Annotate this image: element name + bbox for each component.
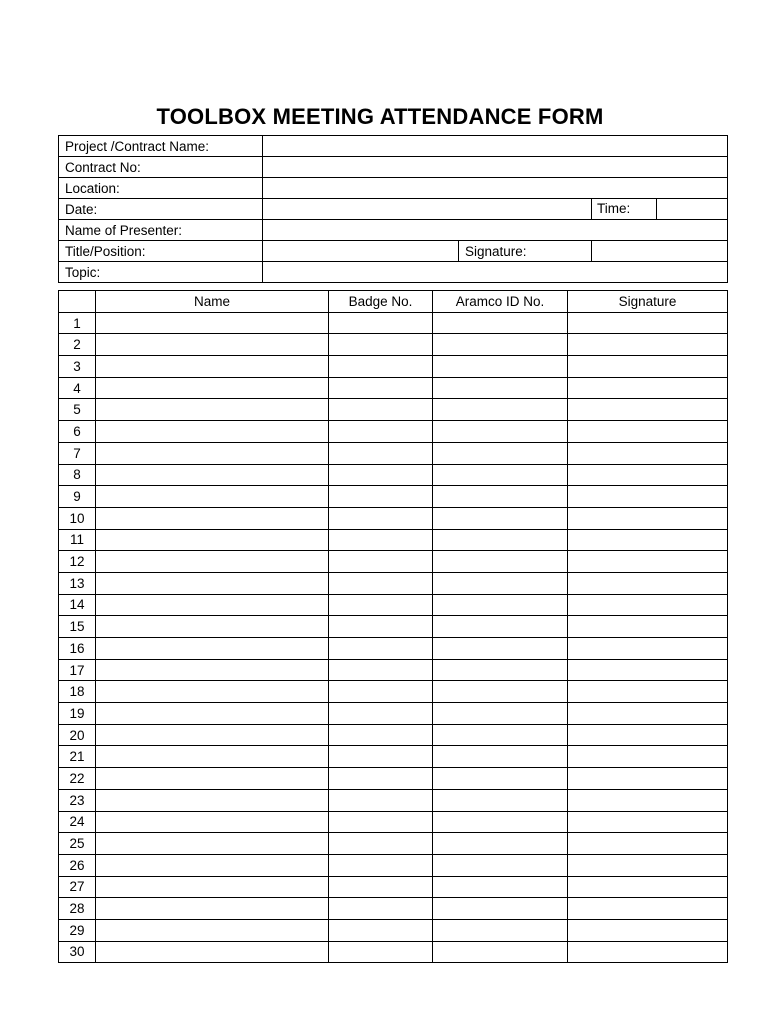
name-cell[interactable] bbox=[96, 854, 329, 876]
badge-no-cell[interactable] bbox=[329, 529, 433, 551]
signature-cell[interactable] bbox=[568, 703, 728, 725]
table-row bbox=[59, 377, 728, 399]
badge-no-cell[interactable] bbox=[329, 638, 433, 660]
signature-cell[interactable] bbox=[568, 377, 728, 399]
aramco-id-cell[interactable] bbox=[433, 334, 568, 356]
row-number: 2 bbox=[59, 334, 96, 356]
name-cell[interactable] bbox=[96, 442, 329, 464]
title-position-label: Title/Position: bbox=[59, 241, 263, 262]
name-cell[interactable] bbox=[96, 551, 329, 573]
info-row-title-position bbox=[59, 241, 728, 262]
signature-cell[interactable] bbox=[568, 898, 728, 920]
badge-no-cell[interactable] bbox=[329, 356, 433, 378]
signature-cell[interactable] bbox=[568, 616, 728, 638]
signature-cell[interactable] bbox=[568, 529, 728, 551]
presenter-label: Name of Presenter: bbox=[59, 220, 263, 241]
row-number: 28 bbox=[59, 898, 96, 920]
badge-no-cell[interactable] bbox=[329, 854, 433, 876]
name-cell[interactable] bbox=[96, 334, 329, 356]
row-number: 17 bbox=[59, 659, 96, 681]
badge-no-cell[interactable] bbox=[329, 399, 433, 421]
badge-no-cell[interactable] bbox=[329, 486, 433, 508]
name-cell[interactable] bbox=[96, 507, 329, 529]
badge-no-cell[interactable] bbox=[329, 876, 433, 898]
signature-cell[interactable] bbox=[568, 334, 728, 356]
badge-no-cell[interactable] bbox=[329, 703, 433, 725]
name-cell[interactable] bbox=[96, 464, 329, 486]
badge-no-cell[interactable] bbox=[329, 833, 433, 855]
table-row bbox=[59, 724, 728, 746]
aramco-id-cell[interactable] bbox=[433, 594, 568, 616]
table-row bbox=[59, 594, 728, 616]
badge-no-cell[interactable] bbox=[329, 464, 433, 486]
signature-cell[interactable] bbox=[568, 486, 728, 508]
name-cell[interactable] bbox=[96, 919, 329, 941]
signature-label: Signature: bbox=[459, 241, 592, 262]
name-cell[interactable] bbox=[96, 377, 329, 399]
name-cell[interactable] bbox=[96, 681, 329, 703]
aramco-id-cell[interactable] bbox=[433, 681, 568, 703]
aramco-id-cell[interactable] bbox=[433, 768, 568, 790]
name-cell[interactable] bbox=[96, 529, 329, 551]
info-row-presenter bbox=[59, 220, 728, 241]
aramco-id-cell[interactable] bbox=[433, 507, 568, 529]
row-number: 20 bbox=[59, 724, 96, 746]
row-number: 10 bbox=[59, 507, 96, 529]
table-row bbox=[59, 789, 728, 811]
signature-cell[interactable] bbox=[568, 507, 728, 529]
row-number: 4 bbox=[59, 377, 96, 399]
table-row bbox=[59, 551, 728, 573]
aramco-id-cell[interactable] bbox=[433, 529, 568, 551]
name-cell[interactable] bbox=[96, 789, 329, 811]
name-cell[interactable] bbox=[96, 768, 329, 790]
aramco-id-cell[interactable] bbox=[433, 442, 568, 464]
name-cell[interactable] bbox=[96, 876, 329, 898]
aramco-id-cell[interactable] bbox=[433, 399, 568, 421]
signature-cell[interactable] bbox=[568, 399, 728, 421]
aramco-id-cell[interactable] bbox=[433, 659, 568, 681]
attendance-header-row bbox=[59, 291, 728, 313]
row-number: 15 bbox=[59, 616, 96, 638]
row-number: 3 bbox=[59, 356, 96, 378]
row-number: 13 bbox=[59, 572, 96, 594]
date-label: Date: bbox=[59, 199, 263, 220]
signature-cell[interactable] bbox=[568, 572, 728, 594]
signature-cell[interactable] bbox=[568, 833, 728, 855]
signature-cell[interactable] bbox=[568, 941, 728, 963]
name-cell[interactable] bbox=[96, 594, 329, 616]
badge-no-cell[interactable] bbox=[329, 572, 433, 594]
row-number: 29 bbox=[59, 919, 96, 941]
badge-no-cell[interactable] bbox=[329, 659, 433, 681]
row-number: 19 bbox=[59, 703, 96, 725]
badge-no-cell[interactable] bbox=[329, 551, 433, 573]
badge-no-cell[interactable] bbox=[329, 312, 433, 334]
badge-no-cell[interactable] bbox=[329, 681, 433, 703]
signature-cell[interactable] bbox=[568, 768, 728, 790]
table-row bbox=[59, 768, 728, 790]
row-number: 18 bbox=[59, 681, 96, 703]
row-number: 25 bbox=[59, 833, 96, 855]
table-row bbox=[59, 421, 728, 443]
info-row-contract-no bbox=[59, 157, 728, 178]
table-row bbox=[59, 638, 728, 660]
table-row bbox=[59, 464, 728, 486]
aramco-id-cell[interactable] bbox=[433, 377, 568, 399]
row-number: 7 bbox=[59, 442, 96, 464]
row-number: 14 bbox=[59, 594, 96, 616]
aramco-id-cell[interactable] bbox=[433, 854, 568, 876]
name-cell[interactable] bbox=[96, 486, 329, 508]
name-cell[interactable] bbox=[96, 572, 329, 594]
row-number: 30 bbox=[59, 941, 96, 963]
name-cell[interactable] bbox=[96, 312, 329, 334]
aramco-id-cell[interactable] bbox=[433, 551, 568, 573]
name-cell[interactable] bbox=[96, 833, 329, 855]
table-row bbox=[59, 312, 728, 334]
location-label: Location: bbox=[59, 178, 263, 199]
presenter-signature-field[interactable] bbox=[592, 241, 728, 262]
signature-cell[interactable] bbox=[568, 638, 728, 660]
table-row bbox=[59, 898, 728, 920]
table-row bbox=[59, 486, 728, 508]
row-number: 11 bbox=[59, 529, 96, 551]
aramco-id-cell[interactable] bbox=[433, 312, 568, 334]
aramco-id-cell[interactable] bbox=[433, 703, 568, 725]
table-row bbox=[59, 529, 728, 551]
row-number: 9 bbox=[59, 486, 96, 508]
header-aramco-id: Aramco ID No. bbox=[433, 291, 568, 313]
name-cell[interactable] bbox=[96, 399, 329, 421]
location-field[interactable] bbox=[263, 178, 728, 199]
table-row bbox=[59, 876, 728, 898]
presenter-field[interactable] bbox=[263, 220, 728, 241]
topic-label: Topic: bbox=[59, 262, 263, 283]
row-number: 12 bbox=[59, 551, 96, 573]
aramco-id-cell[interactable] bbox=[433, 724, 568, 746]
time-label: Time: bbox=[592, 199, 657, 219]
row-number: 26 bbox=[59, 854, 96, 876]
meeting-info-table bbox=[58, 135, 728, 283]
aramco-id-cell[interactable] bbox=[433, 811, 568, 833]
row-number: 6 bbox=[59, 421, 96, 443]
name-cell[interactable] bbox=[96, 898, 329, 920]
table-row bbox=[59, 442, 728, 464]
signature-cell[interactable] bbox=[568, 659, 728, 681]
time-field[interactable] bbox=[657, 199, 727, 219]
row-number: 5 bbox=[59, 399, 96, 421]
row-number: 16 bbox=[59, 638, 96, 660]
aramco-id-cell[interactable] bbox=[433, 919, 568, 941]
row-number: 21 bbox=[59, 746, 96, 768]
table-row bbox=[59, 507, 728, 529]
table-row bbox=[59, 833, 728, 855]
aramco-id-cell[interactable] bbox=[433, 421, 568, 443]
aramco-id-cell[interactable] bbox=[433, 616, 568, 638]
header-name: Name bbox=[96, 291, 329, 313]
aramco-id-cell[interactable] bbox=[433, 898, 568, 920]
aramco-id-cell[interactable] bbox=[433, 789, 568, 811]
aramco-id-cell[interactable] bbox=[433, 833, 568, 855]
table-row bbox=[59, 811, 728, 833]
name-cell[interactable] bbox=[96, 638, 329, 660]
signature-cell[interactable] bbox=[568, 919, 728, 941]
info-row-location bbox=[59, 178, 728, 199]
name-cell[interactable] bbox=[96, 941, 329, 963]
header-badge-no: Badge No. bbox=[329, 291, 433, 313]
table-row bbox=[59, 919, 728, 941]
contract-no-field[interactable] bbox=[263, 157, 728, 178]
name-cell[interactable] bbox=[96, 811, 329, 833]
table-row bbox=[59, 854, 728, 876]
table-row bbox=[59, 659, 728, 681]
aramco-id-cell[interactable] bbox=[433, 486, 568, 508]
aramco-id-cell[interactable] bbox=[433, 746, 568, 768]
badge-no-cell[interactable] bbox=[329, 334, 433, 356]
signature-cell[interactable] bbox=[568, 724, 728, 746]
signature-cell[interactable] bbox=[568, 312, 728, 334]
signature-cell[interactable] bbox=[568, 421, 728, 443]
signature-cell[interactable] bbox=[568, 876, 728, 898]
row-number: 22 bbox=[59, 768, 96, 790]
row-number: 27 bbox=[59, 876, 96, 898]
signature-cell[interactable] bbox=[568, 356, 728, 378]
attendance-body bbox=[59, 312, 728, 963]
row-number: 1 bbox=[59, 312, 96, 334]
info-row-project bbox=[59, 136, 728, 157]
table-row bbox=[59, 746, 728, 768]
badge-no-cell[interactable] bbox=[329, 789, 433, 811]
signature-cell[interactable] bbox=[568, 594, 728, 616]
badge-no-cell[interactable] bbox=[329, 898, 433, 920]
name-cell[interactable] bbox=[96, 703, 329, 725]
aramco-id-cell[interactable] bbox=[433, 464, 568, 486]
name-cell[interactable] bbox=[96, 616, 329, 638]
project-field[interactable] bbox=[263, 136, 728, 157]
badge-no-cell[interactable] bbox=[329, 746, 433, 768]
badge-no-cell[interactable] bbox=[329, 594, 433, 616]
table-row bbox=[59, 334, 728, 356]
aramco-id-cell[interactable] bbox=[433, 876, 568, 898]
badge-no-cell[interactable] bbox=[329, 919, 433, 941]
signature-cell[interactable] bbox=[568, 854, 728, 876]
badge-no-cell[interactable] bbox=[329, 941, 433, 963]
name-cell[interactable] bbox=[96, 356, 329, 378]
aramco-id-cell[interactable] bbox=[433, 941, 568, 963]
badge-no-cell[interactable] bbox=[329, 442, 433, 464]
header-signature: Signature bbox=[568, 291, 728, 313]
table-row bbox=[59, 572, 728, 594]
info-row-topic bbox=[59, 262, 728, 283]
badge-no-cell[interactable] bbox=[329, 507, 433, 529]
signature-cell[interactable] bbox=[568, 789, 728, 811]
attendance-table bbox=[58, 290, 728, 963]
topic-field[interactable] bbox=[263, 262, 728, 283]
name-cell[interactable] bbox=[96, 659, 329, 681]
aramco-id-cell[interactable] bbox=[433, 638, 568, 660]
badge-no-cell[interactable] bbox=[329, 768, 433, 790]
name-cell[interactable] bbox=[96, 724, 329, 746]
table-row bbox=[59, 941, 728, 963]
row-number: 8 bbox=[59, 464, 96, 486]
aramco-id-cell[interactable] bbox=[433, 572, 568, 594]
badge-no-cell[interactable] bbox=[329, 811, 433, 833]
title-position-field[interactable] bbox=[263, 241, 459, 262]
table-row bbox=[59, 616, 728, 638]
row-number: 23 bbox=[59, 789, 96, 811]
name-cell[interactable] bbox=[96, 421, 329, 443]
date-field[interactable] bbox=[263, 199, 592, 220]
badge-no-cell[interactable] bbox=[329, 724, 433, 746]
signature-cell[interactable] bbox=[568, 442, 728, 464]
table-row bbox=[59, 356, 728, 378]
signature-cell[interactable] bbox=[568, 811, 728, 833]
badge-no-cell[interactable] bbox=[329, 421, 433, 443]
row-number: 24 bbox=[59, 811, 96, 833]
badge-no-cell[interactable] bbox=[329, 616, 433, 638]
table-row bbox=[59, 681, 728, 703]
contract-no-label: Contract No: bbox=[59, 157, 263, 178]
info-row-date bbox=[59, 199, 728, 220]
name-cell[interactable] bbox=[96, 746, 329, 768]
signature-cell[interactable] bbox=[568, 464, 728, 486]
table-row bbox=[59, 703, 728, 725]
signature-cell[interactable] bbox=[568, 681, 728, 703]
header-number bbox=[59, 291, 96, 313]
form-title: TOOLBOX MEETING ATTENDANCE FORM bbox=[156, 104, 604, 129]
time-cell bbox=[592, 199, 728, 220]
aramco-id-cell[interactable] bbox=[433, 356, 568, 378]
badge-no-cell[interactable] bbox=[329, 377, 433, 399]
project-label: Project /Contract Name: bbox=[59, 136, 263, 157]
signature-cell[interactable] bbox=[568, 746, 728, 768]
signature-cell[interactable] bbox=[568, 551, 728, 573]
table-row bbox=[59, 399, 728, 421]
